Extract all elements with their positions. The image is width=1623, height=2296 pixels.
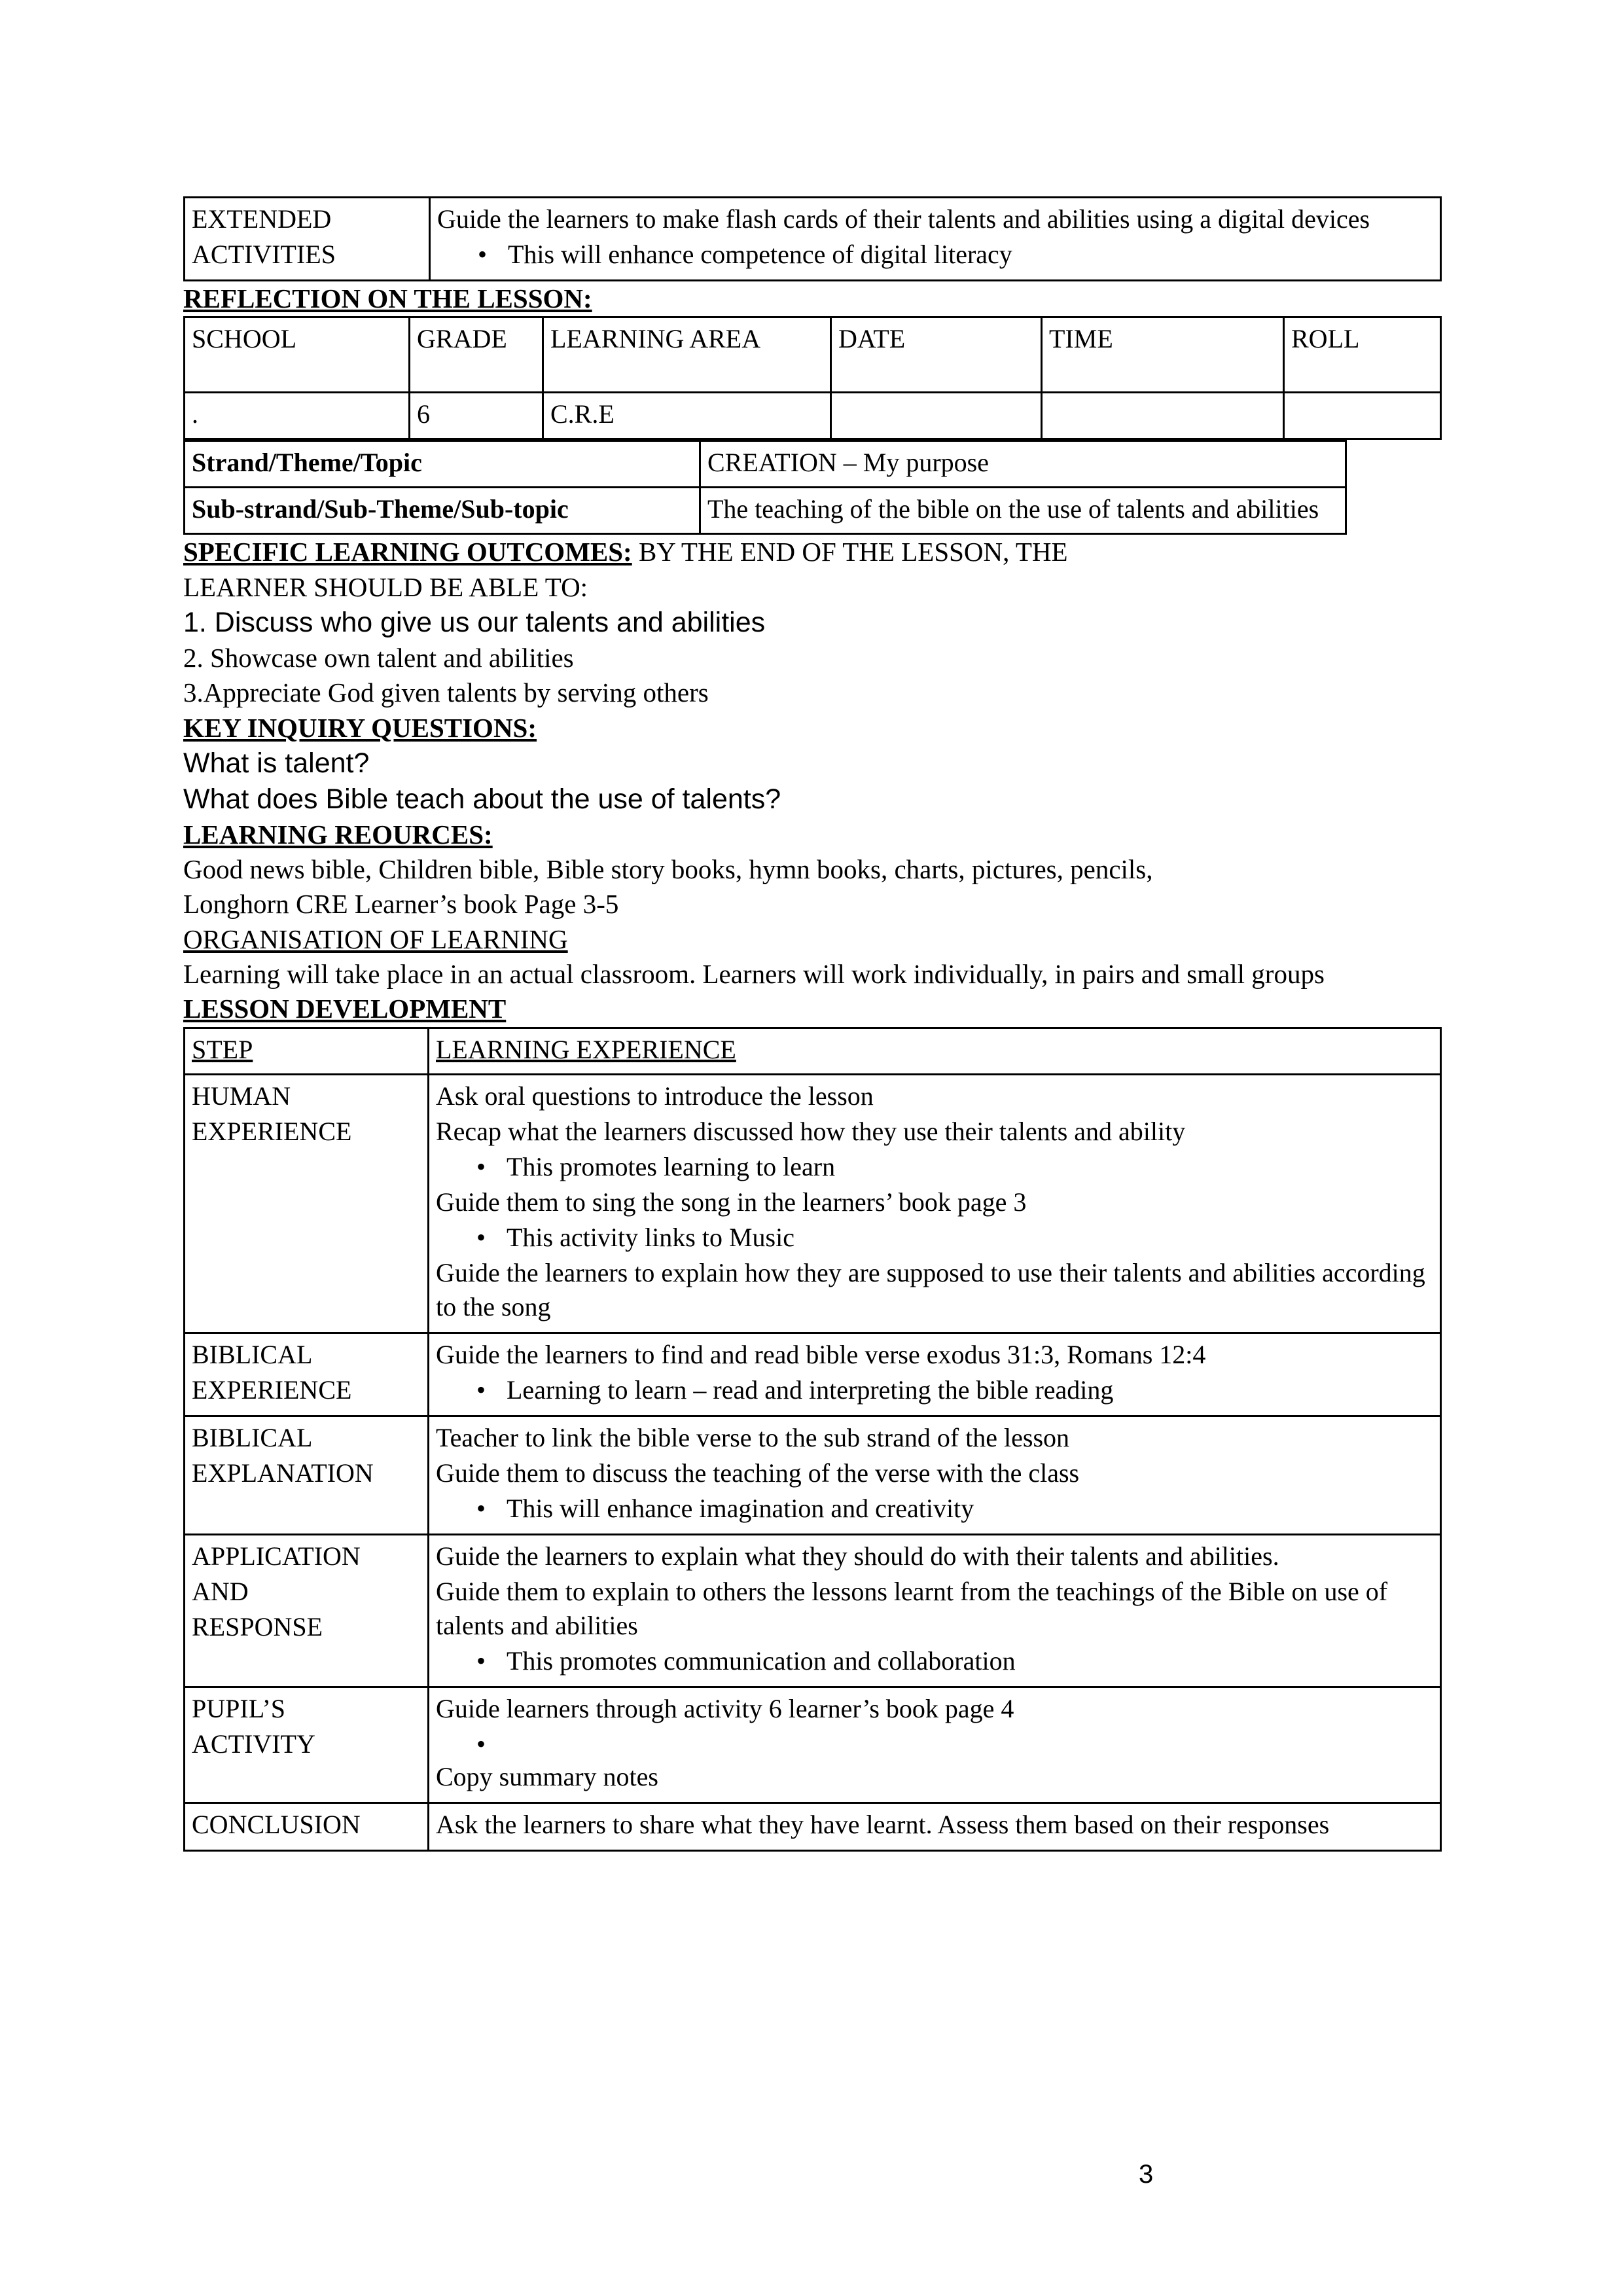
experience-bullet-list [436,1373,1433,1407]
header-school: SCHOOL [185,317,410,393]
header-roll: ROLL [1284,317,1441,393]
table-row [185,1074,1441,1333]
table-row [185,441,1346,488]
col-header-step [185,1028,429,1074]
extended-activities-label-line2: ACTIVITIES [192,240,336,269]
step-label-line2: EXPERIENCE [192,1374,352,1405]
header-learning-area: LEARNING AREA [543,317,831,393]
organisation-text: Learning will take place in an actual classroom. Learners will work individually, in pairs and small groups [183,959,1325,990]
outcomes-heading-line2: LEARNER SHOULD BE ABLE TO: [183,571,588,602]
step-label-line3: RESPONSE [192,1611,323,1641]
step-cell-conclusion [185,1803,429,1850]
table-row [185,198,1441,281]
list-item: • This will enhance competence of digital literacy [508,238,1433,272]
learning-resources-line2: Longhorn CRE Learner’s book Page 3-5 [183,889,619,920]
lesson-info-table [183,316,1442,440]
extended-activities-label-line1: EXTENDED [192,204,332,234]
step-cell-human-experience [185,1074,429,1333]
step-cell-biblical-explanation [185,1416,429,1534]
experience-line: Guide the learners to explain what they should do with their talents and abilities. [436,1541,1279,1571]
experience-line: Ask the learners to share what they have learnt. Assess them based on their responses [436,1809,1330,1839]
table-row [185,1333,1441,1416]
table-row [185,1803,1441,1850]
step-label-line1: PUPIL’S [192,1693,286,1723]
strand-label: Strand/Theme/Topic [185,441,700,488]
table-row [185,1416,1441,1534]
col-header-learning-experience [429,1028,1441,1074]
step-label-line1: APPLICATION [192,1541,361,1571]
list-item [507,1727,1433,1759]
experience-bullet-list [436,1221,1433,1255]
substrand-label: Sub-strand/Sub-Theme/Sub-topic [185,488,700,534]
experience-line: Guide them to explain to others the lessons learnt from the teachings of the Bible on use of talents and abilities [436,1576,1388,1640]
step-label-line1: CONCLUSION [192,1809,361,1839]
experience-bullet-list [436,1492,1433,1526]
extended-activities-content-cell [430,198,1441,281]
lesson-development-heading: LESSON DEVELOPMENT [183,994,507,1024]
table-header-row [185,317,1441,393]
step-label-line2: ACTIVITY [192,1729,315,1759]
table-row [185,1534,1441,1687]
table-row [185,488,1346,534]
experience-cell-conclusion [429,1803,1441,1850]
outcome-item-1: 1. Discuss who give us our talents and abilities [183,606,766,638]
outcomes-heading-rest: BY THE END OF THE LESSON, THE [632,537,1068,567]
strand-value: CREATION – My purpose [700,441,1346,488]
step-cell-biblical-experience [185,1333,429,1416]
experience-line: Ask oral questions to introduce the lesson [436,1081,874,1111]
strand-table [183,440,1347,535]
value-school: . [185,393,410,439]
outcome-item-3: 3.Appreciate God given talents by serving others [183,677,709,708]
list-item: • Learning to learn – read and interpreting the bible reading [507,1373,1433,1407]
step-label-line1: BIBLICAL [192,1339,313,1369]
list-item: • This promotes learning to learn [507,1150,1433,1184]
experience-line: Guide the learners to explain how they are supposed to use their talents and abilities according to the song [436,1257,1425,1321]
table-row [185,393,1441,439]
key-inquiry-question-1: What is talent? [183,747,370,779]
extended-activities-label-cell [185,198,430,281]
list-item: • This will enhance imagination and creativity [507,1492,1433,1526]
experience-cell-human-experience [429,1074,1441,1333]
header-date: DATE [831,317,1042,393]
experience-line: Copy summary notes [436,1761,658,1791]
experience-cell-application-and-response [429,1534,1441,1687]
learning-resources-line1: Good news bible, Children bible, Bible story books, hymn books, charts, pictures, pencils, [183,854,1153,885]
experience-line: Guide them to discuss the teaching of the verse with the class [436,1458,1080,1488]
substrand-value: The teaching of the bible on the use of talents and abilities [700,488,1346,534]
step-label-line1: HUMAN [192,1081,291,1111]
experience-bullet-list [436,1644,1433,1678]
step-label-line1: BIBLICAL [192,1422,313,1452]
header-grade: GRADE [410,317,543,393]
experience-cell-pupils-activity [429,1687,1441,1803]
key-inquiry-question-2: What does Bible teach about the use of talents? [183,783,781,815]
outcomes-heading [183,535,1440,569]
step-cell-application-and-response [185,1534,429,1687]
list-item: • This activity links to Music [507,1221,1433,1255]
extended-activities-bullet-list [437,238,1433,272]
step-label-line2: EXPERIENCE [192,1116,352,1146]
outcome-item-2: 2. Showcase own talent and abilities [183,642,574,673]
experience-line: Guide the learners to find and read bible verse exodus 31:3, Romans 12:4 [436,1339,1206,1369]
experience-line: Recap what the learners discussed how they use their talents and ability [436,1116,1186,1146]
extended-activities-line1: Guide the learners to make flash cards of their talents and abilities using a digital devices [437,204,1370,234]
col-header-learning-experience-label: LEARNING EXPERIENCE [436,1034,736,1064]
organisation-heading: ORGANISATION OF LEARNING [183,924,568,954]
step-label-line2: AND [192,1576,249,1606]
experience-line: Guide learners through activity 6 learner’s book page 4 [436,1693,1014,1723]
table-header-row [185,1028,1441,1074]
experience-bullet-list [436,1150,1433,1184]
document-page [183,196,1440,1852]
learning-resources-heading: LEARNING REOURCES: [183,819,493,850]
experience-cell-biblical-explanation [429,1416,1441,1534]
table-row [185,1687,1441,1803]
step-label-line2: EXPLANATION [192,1458,374,1488]
key-inquiry-heading: KEY INQUIRY QUESTIONS: [183,712,537,743]
list-item: • This promotes communication and collaboration [507,1644,1433,1678]
lesson-development-table [183,1027,1442,1852]
col-header-step-label: STEP [192,1034,253,1064]
value-roll [1284,393,1441,439]
outcomes-heading-bold: SPECIFIC LEARNING OUTCOMES: [183,537,632,567]
page-number: 3 [1139,2160,1154,2189]
experience-cell-biblical-experience [429,1333,1441,1416]
header-time: TIME [1042,317,1284,393]
value-date [831,393,1042,439]
extended-activities-table [183,196,1442,281]
experience-bullet-list [436,1727,1433,1759]
value-time [1042,393,1284,439]
experience-line: Guide them to sing the song in the learners’ book page 3 [436,1187,1027,1217]
experience-line: Teacher to link the bible verse to the sub strand of the lesson [436,1422,1070,1452]
value-learning-area: C.R.E [543,393,831,439]
value-grade: 6 [410,393,543,439]
reflection-heading: REFLECTION ON THE LESSON: [183,283,592,314]
step-cell-pupils-activity [185,1687,429,1803]
